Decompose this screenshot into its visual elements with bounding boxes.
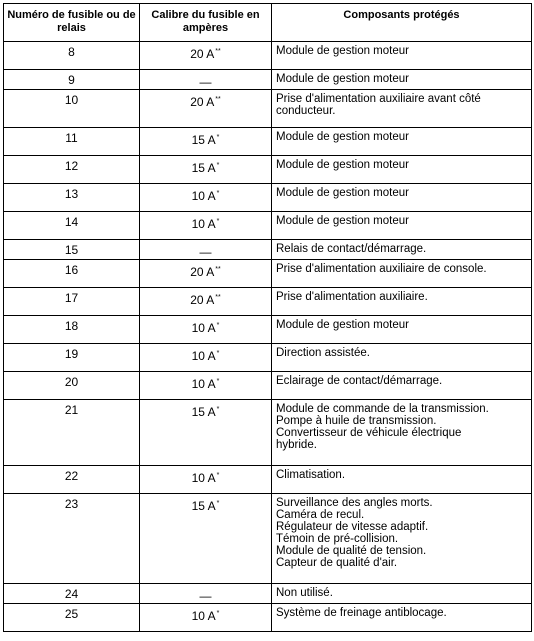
- component-line: Caméra de recul.: [276, 509, 365, 521]
- component-line: Module de qualité de tension.: [276, 545, 427, 557]
- fuse-rating-value: —: [199, 75, 212, 89]
- footnote-marker: *: [216, 610, 220, 617]
- component-line: Prise d'alimentation auxiliaire.: [276, 291, 428, 303]
- component-line: Prise d'alimentation auxiliaire de console.: [276, 263, 487, 275]
- component-line: Témoin de pré-collision.: [276, 533, 399, 545]
- header-fuse-rating: Calibre du fusible en ampères: [140, 4, 272, 42]
- fuse-rating-value: 10 A: [191, 349, 216, 363]
- footnote-marker: *: [216, 406, 220, 413]
- fuse-rating-cell: [140, 400, 272, 466]
- fuse-rating-value: 15 A: [191, 133, 216, 147]
- component-line: Convertisseur de véhicule électrique: [276, 427, 462, 439]
- fuse-rating-cell: [140, 372, 272, 400]
- fuse-rating-value: 20 A: [190, 293, 215, 307]
- fuse-rating-cell: [140, 466, 272, 494]
- fuse-rating-cell: [140, 212, 272, 240]
- table-row: [4, 156, 532, 184]
- protected-components-cell: [272, 604, 532, 632]
- fuse-rating-value: 15 A: [191, 499, 216, 513]
- fuse-rating-value: 15 A: [191, 161, 216, 175]
- table-row: [4, 260, 532, 288]
- component-line: hybride.: [276, 439, 317, 451]
- table-row: [4, 466, 532, 494]
- footnote-marker: *: [216, 378, 220, 385]
- protected-components-cell: [272, 128, 532, 156]
- table-row: [4, 316, 532, 344]
- fuse-number-cell: 12: [4, 156, 140, 184]
- fuse-number-cell: 22: [4, 466, 140, 494]
- table-row: [4, 494, 532, 584]
- fuse-rating-value: 10 A: [191, 609, 216, 623]
- protected-components-cell: [272, 494, 532, 584]
- component-line: Module de gestion moteur: [276, 73, 409, 85]
- footnote-marker: *: [216, 162, 220, 169]
- fuse-rating-value: 20 A: [190, 95, 215, 109]
- table-row: [4, 584, 532, 604]
- component-line: Module de gestion moteur: [276, 131, 409, 143]
- fuse-rating-value: 20 A: [190, 47, 215, 61]
- table-row: [4, 240, 532, 260]
- table-row: [4, 42, 532, 70]
- component-line: conducteur.: [276, 105, 336, 117]
- component-line: Module de gestion moteur: [276, 187, 409, 199]
- protected-components-cell: [272, 184, 532, 212]
- fuse-rating-value: 10 A: [191, 189, 216, 203]
- protected-components-cell: [272, 90, 532, 128]
- component-line: Prise d'alimentation auxiliaire avant côté: [276, 93, 481, 105]
- fuse-number-cell: 14: [4, 212, 140, 240]
- table-row: [4, 344, 532, 372]
- fuse-number-cell: 19: [4, 344, 140, 372]
- footnote-marker: *: [216, 218, 220, 225]
- footnote-marker: **: [215, 266, 221, 273]
- fuse-number-cell: 15: [4, 240, 140, 260]
- fuse-rating-cell: [140, 240, 272, 260]
- fuse-rating-cell: [140, 494, 272, 584]
- component-line: Relais de contact/démarrage.: [276, 243, 427, 255]
- protected-components-cell: [272, 156, 532, 184]
- fuse-number-cell: 16: [4, 260, 140, 288]
- component-line: Pompe à huile de transmission.: [276, 415, 437, 427]
- fuse-number-cell: 20: [4, 372, 140, 400]
- table-row: [4, 400, 532, 466]
- component-line: Système de freinage antiblocage.: [276, 607, 447, 619]
- fuse-rating-cell: [140, 260, 272, 288]
- fuse-number-cell: 25: [4, 604, 140, 632]
- footnote-marker: **: [215, 294, 221, 301]
- protected-components-cell: [272, 212, 532, 240]
- fuse-number-cell: 9: [4, 70, 140, 90]
- fuse-rating-cell: [140, 90, 272, 128]
- fuse-rating-value: 20 A: [190, 265, 215, 279]
- protected-components-cell: [272, 584, 532, 604]
- table-row: [4, 90, 532, 128]
- component-line: Module de gestion moteur: [276, 319, 409, 331]
- fuse-rating-value: 10 A: [191, 471, 216, 485]
- component-line: Module de gestion moteur: [276, 159, 409, 171]
- protected-components-cell: [272, 466, 532, 494]
- footnote-marker: *: [216, 500, 220, 507]
- component-line: Surveillance des angles morts.: [276, 497, 433, 509]
- fuse-rating-cell: [140, 288, 272, 316]
- fuse-number-cell: 24: [4, 584, 140, 604]
- footnote-marker: *: [216, 190, 220, 197]
- fuse-number-cell: 18: [4, 316, 140, 344]
- fuse-rating-cell: [140, 42, 272, 70]
- fuse-rating-cell: [140, 70, 272, 90]
- footnote-marker: **: [215, 48, 221, 55]
- fuse-rating-value: 15 A: [191, 405, 216, 419]
- protected-components-cell: [272, 372, 532, 400]
- header-protected-components: Composants protégés: [272, 4, 532, 42]
- protected-components-cell: [272, 344, 532, 372]
- footnote-marker: *: [216, 472, 220, 479]
- fuse-number-cell: 17: [4, 288, 140, 316]
- fuse-rating-value: 10 A: [191, 377, 216, 391]
- component-line: Eclairage de contact/démarrage.: [276, 375, 443, 387]
- protected-components-cell: [272, 70, 532, 90]
- fuse-rating-cell: [140, 156, 272, 184]
- component-line: Climatisation.: [276, 469, 346, 481]
- fuse-table: [3, 3, 532, 632]
- fuse-number-cell: 13: [4, 184, 140, 212]
- table-row: [4, 372, 532, 400]
- footnote-marker: **: [215, 96, 221, 103]
- component-line: Capteur de qualité d'air.: [276, 557, 398, 569]
- table-row: [4, 70, 532, 90]
- header-fuse-number: Numéro de fusible ou de relais: [4, 4, 140, 42]
- protected-components-cell: [272, 288, 532, 316]
- component-line: Non utilisé.: [276, 587, 333, 599]
- protected-components-cell: [272, 316, 532, 344]
- fuse-rating-cell: [140, 316, 272, 344]
- component-line: Module de gestion moteur: [276, 45, 409, 57]
- fuse-rating-value: —: [199, 589, 212, 603]
- fuse-rating-cell: [140, 344, 272, 372]
- fuse-number-cell: 10: [4, 90, 140, 128]
- component-line: Direction assistée.: [276, 347, 370, 359]
- fuse-rating-cell: [140, 184, 272, 212]
- fuse-number-cell: 11: [4, 128, 140, 156]
- table-row: [4, 184, 532, 212]
- fuse-rating-value: —: [199, 245, 212, 259]
- fuse-number-cell: 8: [4, 42, 140, 70]
- table-row: [4, 212, 532, 240]
- fuse-rating-cell: [140, 584, 272, 604]
- component-line: Module de gestion moteur: [276, 215, 409, 227]
- fuse-rating-value: 10 A: [191, 217, 216, 231]
- fuse-number-cell: 23: [4, 494, 140, 584]
- table-body: [4, 42, 532, 632]
- fuse-rating-value: 10 A: [191, 321, 216, 335]
- component-line: Module de commande de la transmission.: [276, 403, 489, 415]
- footnote-marker: *: [216, 134, 220, 141]
- fuse-rating-cell: [140, 128, 272, 156]
- footnote-marker: *: [216, 350, 220, 357]
- protected-components-cell: [272, 260, 532, 288]
- fuse-rating-cell: [140, 604, 272, 632]
- protected-components-cell: [272, 240, 532, 260]
- table-row: [4, 288, 532, 316]
- table-header-row: [4, 4, 532, 42]
- component-line: Régulateur de vitesse adaptif.: [276, 521, 429, 533]
- fuse-number-cell: 21: [4, 400, 140, 466]
- table-row: [4, 604, 532, 632]
- protected-components-cell: [272, 42, 532, 70]
- table-row: [4, 128, 532, 156]
- footnote-marker: *: [216, 322, 220, 329]
- protected-components-cell: [272, 400, 532, 466]
